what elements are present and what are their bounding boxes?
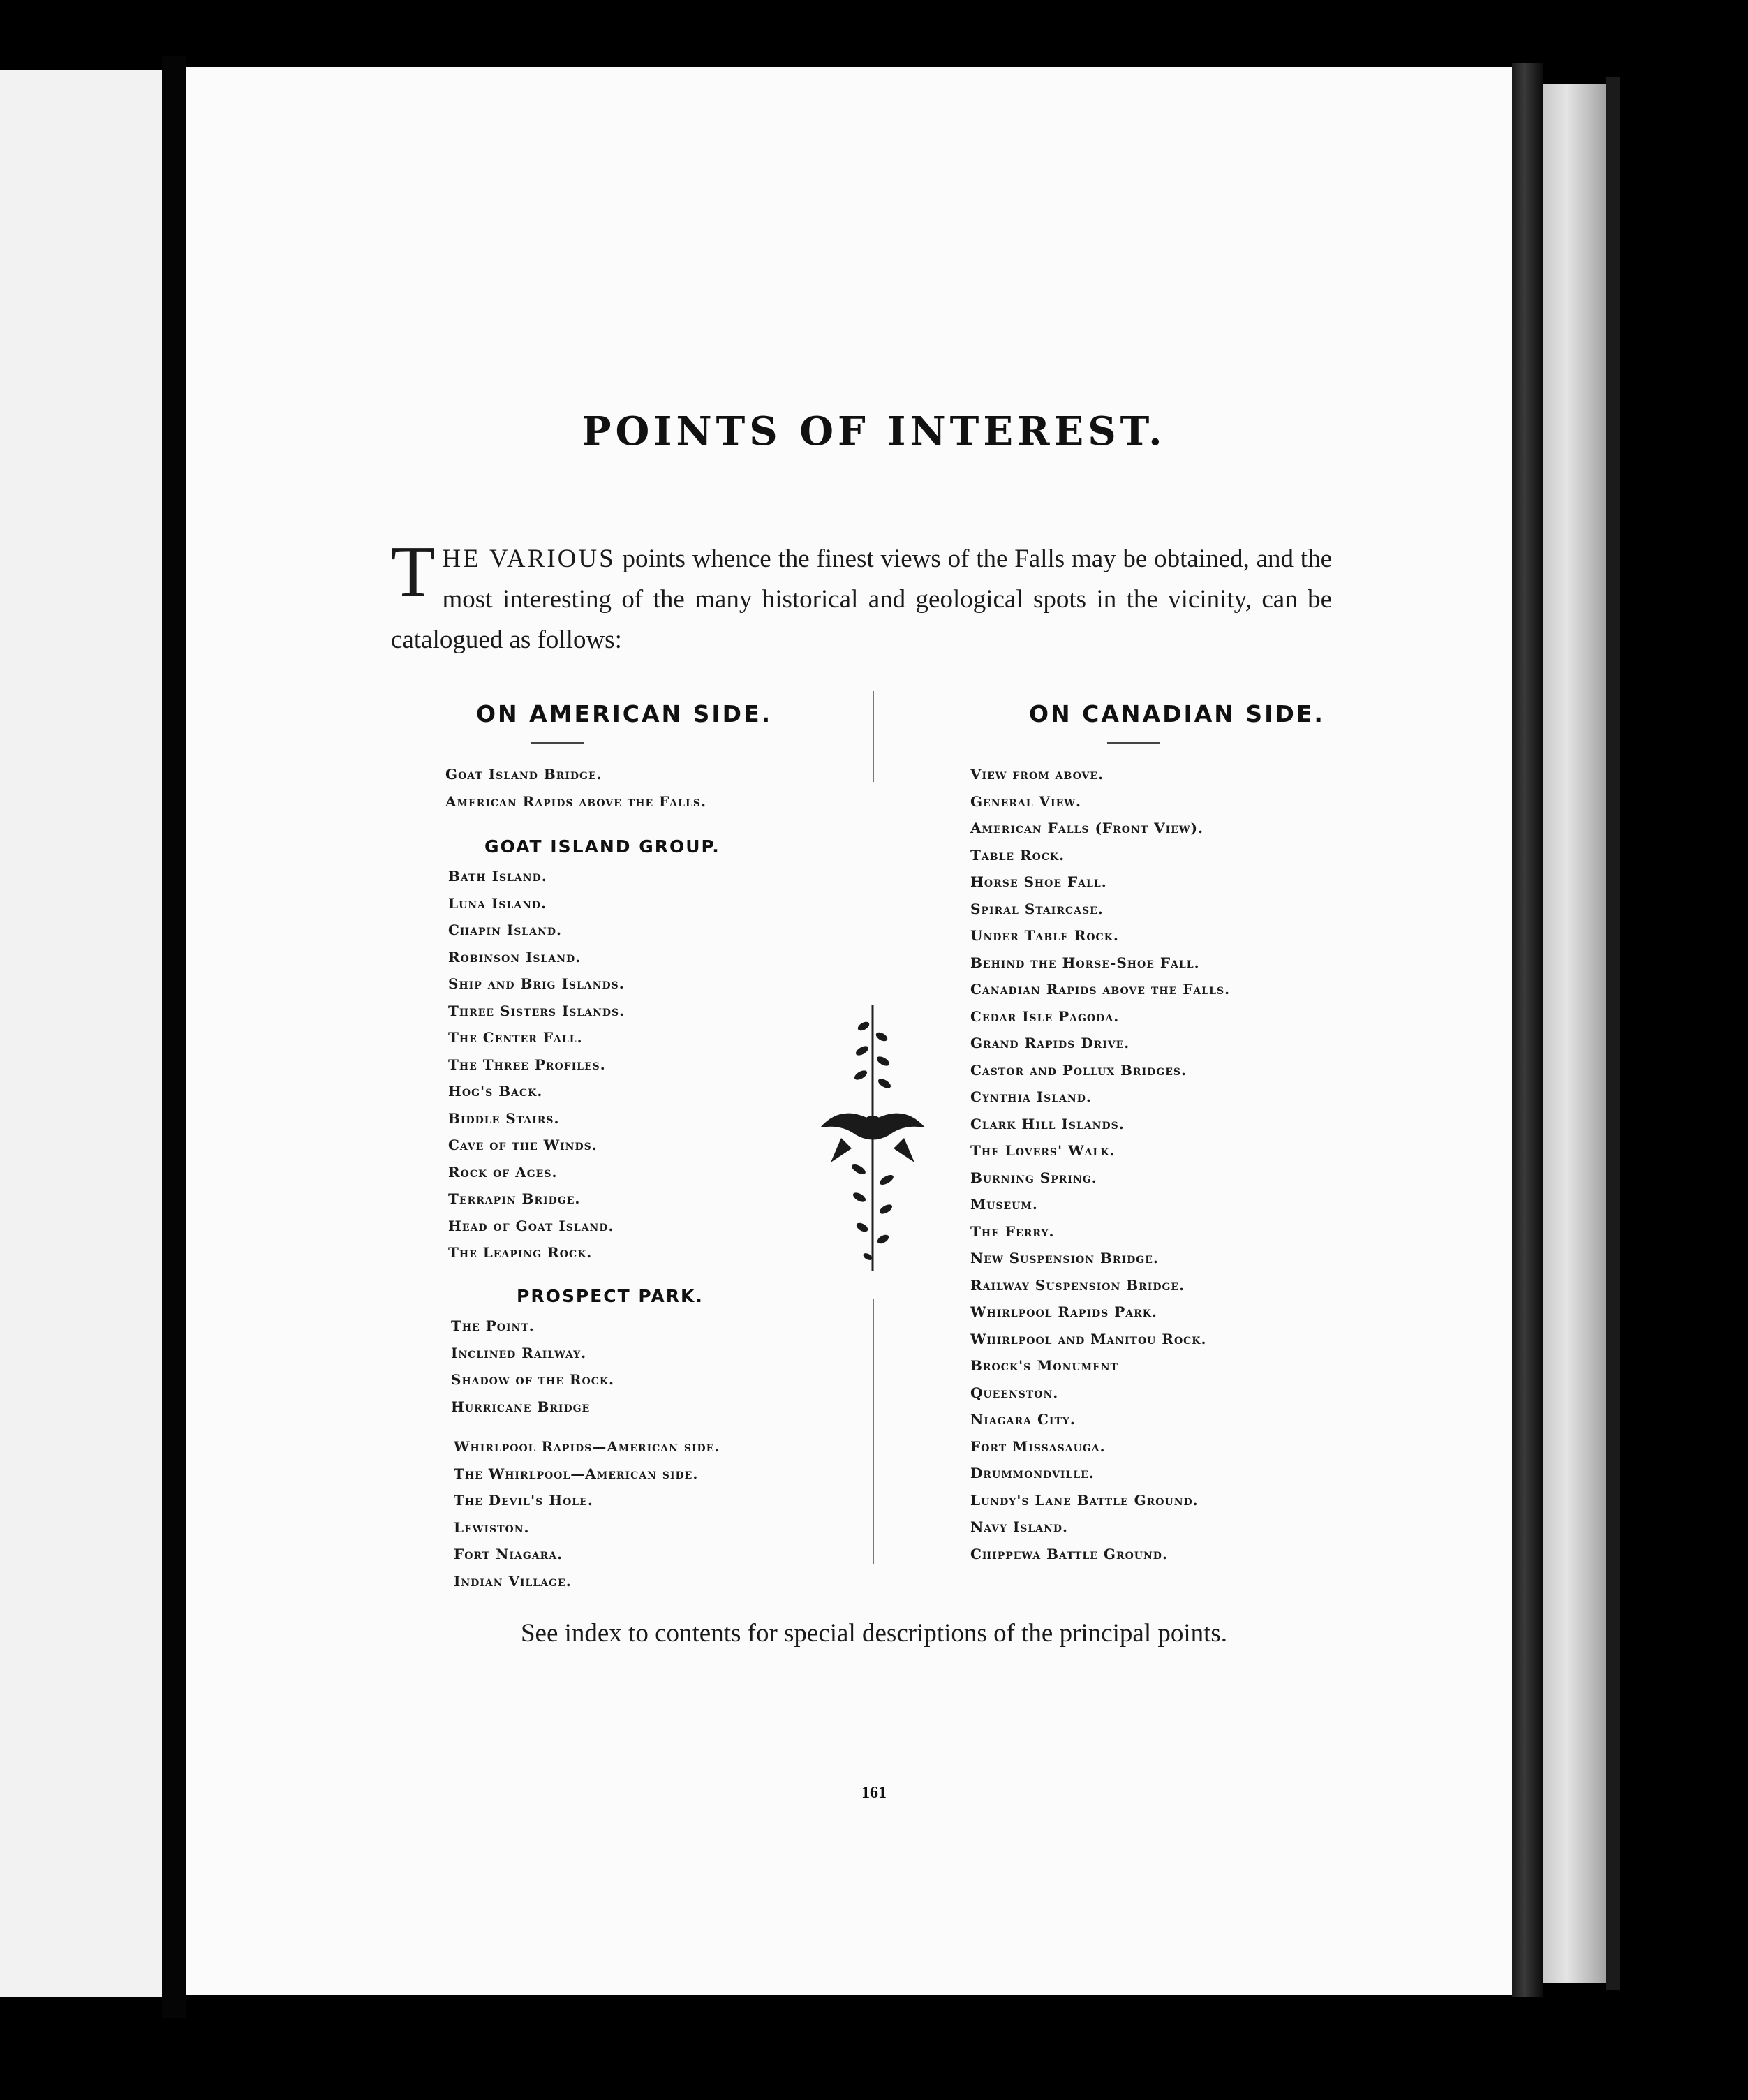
list-item: Grand Rapids Drive. bbox=[970, 1035, 1130, 1051]
book-gutter bbox=[162, 56, 186, 2018]
american-side-heading: ON AMERICAN SIDE. bbox=[476, 700, 773, 727]
goat-island-group-heading: GOAT ISLAND GROUP. bbox=[484, 836, 720, 857]
drop-cap: T bbox=[391, 531, 436, 612]
intro-text: points whence the finest views of the Falls may be obtained, and the most interesting of the many historical and geological spots in the vicinity, can be catalogued as follows: bbox=[391, 545, 1333, 654]
book-cover-edge bbox=[1606, 77, 1620, 1990]
list-item: Queenston. bbox=[970, 1384, 1059, 1401]
list-item: Goat Island Bridge. bbox=[445, 766, 602, 783]
list-item: Castor and Pollux Bridges. bbox=[970, 1061, 1187, 1079]
list-item: The Whirlpool—American side. bbox=[454, 1465, 699, 1482]
goat-island-list bbox=[448, 863, 625, 1266]
list-item: Spiral Staircase. bbox=[970, 900, 1104, 917]
footer-note: See index to contents for special descriptions of the principal points. bbox=[520, 1619, 1228, 1648]
list-item: Burning Spring. bbox=[970, 1169, 1097, 1186]
prospect-park-heading: PROSPECT PARK. bbox=[517, 1286, 704, 1306]
list-item: American Rapids above the Falls. bbox=[445, 792, 706, 810]
list-item: Fort Missasauga. bbox=[970, 1437, 1106, 1455]
page-stack-edge bbox=[1543, 84, 1611, 1983]
page-number: 161 bbox=[861, 1784, 887, 1802]
canadian-heading-rule bbox=[1107, 742, 1160, 744]
page-title: POINTS OF INTEREST. bbox=[582, 408, 1166, 454]
list-item: Biddle Stairs. bbox=[448, 1109, 560, 1127]
list-item: Head of Goat Island. bbox=[448, 1217, 614, 1234]
list-item: Fort Niagara. bbox=[454, 1546, 563, 1562]
list-item: Cynthia Island. bbox=[970, 1088, 1092, 1105]
eagle-vine-ornament-icon bbox=[813, 1005, 932, 1271]
list-item: New Suspension Bridge. bbox=[970, 1250, 1159, 1266]
list-item: Museum. bbox=[970, 1196, 1038, 1213]
list-item: Railway Suspension Bridge. bbox=[970, 1276, 1185, 1294]
list-item: The Ferry. bbox=[970, 1222, 1055, 1240]
list-item: The Center Fall. bbox=[448, 1029, 583, 1046]
list-item: The Devil's Hole. bbox=[454, 1492, 593, 1509]
list-item: Terrapin Bridge. bbox=[448, 1190, 581, 1207]
canadian-side-heading: ON CANADIAN SIDE. bbox=[1029, 700, 1325, 727]
column-divider-bottom bbox=[873, 1299, 874, 1564]
american-other-list bbox=[454, 1433, 720, 1595]
list-item: Table Rock. bbox=[970, 846, 1065, 864]
canadian-list bbox=[970, 761, 1230, 1567]
list-item: View from above. bbox=[970, 766, 1104, 783]
list-item: Robinson Island. bbox=[448, 948, 582, 966]
list-item: Cave of the Winds. bbox=[448, 1137, 598, 1153]
list-item: Indian Village. bbox=[454, 1572, 572, 1590]
list-item: Hurricane Bridge bbox=[451, 1398, 591, 1415]
list-item: Under Table Rock. bbox=[970, 927, 1119, 944]
column-divider-top bbox=[873, 691, 874, 782]
list-item: Whirlpool Rapids—American side. bbox=[454, 1438, 720, 1455]
list-item: Navy Island. bbox=[970, 1518, 1069, 1535]
intro-paragraph bbox=[391, 531, 1333, 660]
list-item: Three Sisters Islands. bbox=[448, 1002, 625, 1019]
list-item: The Leaping Rock. bbox=[448, 1244, 593, 1261]
list-item: Lundy's Lane Battle Ground. bbox=[970, 1491, 1199, 1509]
list-item: Canadian Rapids above the Falls. bbox=[970, 981, 1231, 998]
list-item: American Falls (Front View). bbox=[970, 820, 1204, 836]
list-item: Brock's Monument bbox=[970, 1357, 1118, 1374]
list-item: Behind the Horse-Shoe Fall. bbox=[970, 954, 1200, 971]
list-item: Horse Shoe Fall. bbox=[970, 873, 1107, 890]
list-item: Rock of Ages. bbox=[448, 1163, 558, 1181]
list-item: Ship and Brig Islands. bbox=[448, 975, 625, 992]
list-item: Hog's Back. bbox=[448, 1083, 543, 1100]
intro-lead: HE VARIOUS bbox=[442, 545, 616, 573]
list-item: Bath Island. bbox=[448, 868, 547, 885]
facing-page-edge bbox=[0, 70, 162, 1997]
list-item: Luna Island. bbox=[448, 894, 547, 912]
list-item: Clark Hill Islands. bbox=[970, 1115, 1125, 1132]
list-item: Cedar Isle Pagoda. bbox=[970, 1007, 1120, 1025]
list-item: Drummondville. bbox=[970, 1465, 1095, 1481]
list-item: The Point. bbox=[451, 1317, 535, 1334]
list-item: General View. bbox=[970, 792, 1081, 810]
list-item: Whirlpool and Manitou Rock. bbox=[970, 1330, 1207, 1347]
list-item: The Lovers' Walk. bbox=[970, 1142, 1116, 1159]
list-item: Chippewa Battle Ground. bbox=[970, 1545, 1168, 1562]
list-item: Shadow of the Rock. bbox=[451, 1371, 615, 1388]
prospect-park-list bbox=[451, 1312, 614, 1420]
american-top-list bbox=[445, 761, 706, 815]
list-item: Niagara City. bbox=[970, 1411, 1076, 1428]
list-item: Lewiston. bbox=[454, 1518, 530, 1536]
page-edge-shadow bbox=[1512, 63, 1543, 1997]
list-item: The Three Profiles. bbox=[448, 1056, 606, 1073]
list-item: Chapin Island. bbox=[448, 922, 562, 938]
american-heading-rule bbox=[531, 742, 584, 744]
list-item: Inclined Railway. bbox=[451, 1344, 587, 1361]
list-item: Whirlpool Rapids Park. bbox=[970, 1303, 1157, 1320]
